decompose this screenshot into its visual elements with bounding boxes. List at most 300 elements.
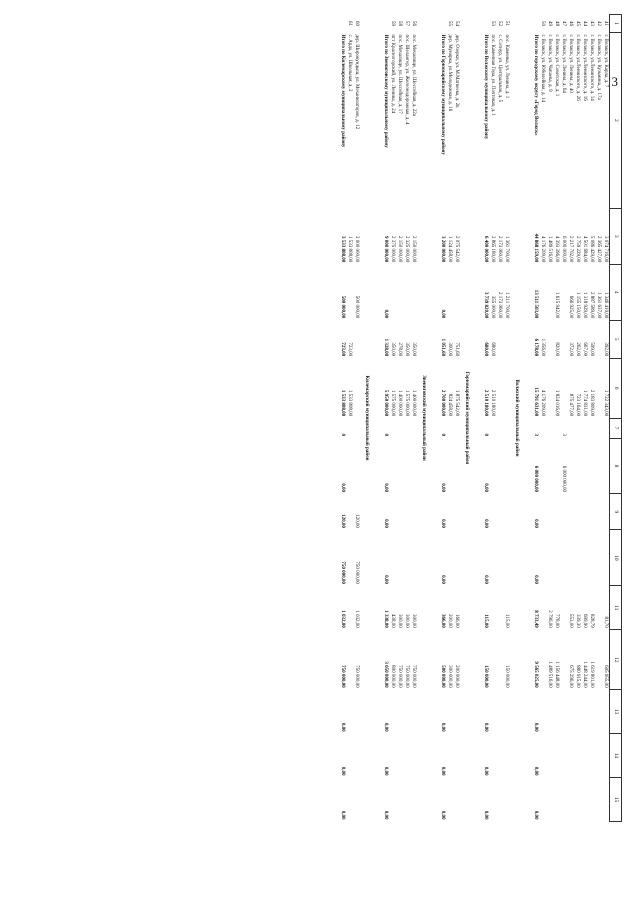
value-cell [403, 734, 410, 778]
value-cell: 1 489 516,00 [547, 236, 552, 263]
value-cell: 350,00 [404, 342, 409, 357]
table-row [396, 15, 403, 822]
table-row [403, 15, 410, 822]
value-cell [560, 264, 567, 320]
value-cell [353, 777, 360, 821]
value-cell [396, 438, 403, 494]
value-cell: 2 887 589,00 [589, 291, 594, 319]
value-cell [503, 418, 510, 438]
value-cell: 8 733,49 [533, 610, 538, 628]
value-cell: 4 176 209,00 [540, 389, 545, 417]
value-cell: 1 619 801,00 [589, 661, 594, 688]
spacer-row [474, 15, 482, 822]
value-cell [446, 264, 453, 320]
row-number-cell: 55 [447, 20, 452, 26]
spacer-row [374, 15, 382, 822]
row-number-cell: 45 [575, 20, 580, 26]
value-cell [581, 777, 588, 821]
value-cell [553, 494, 560, 530]
value-cell: 1 155 150,00 [575, 291, 580, 319]
address-cell: с. Сотнур, ул. Центральная, д. 5 [497, 34, 502, 103]
table-row [453, 15, 460, 822]
value-cell: 500 000,00 [440, 665, 445, 688]
table-row [389, 15, 396, 822]
value-cell: 667,00 [582, 342, 587, 357]
value-cell [453, 418, 460, 438]
row-number-cell: 53 [490, 20, 495, 26]
value-cell [496, 734, 503, 778]
value-cell [553, 418, 560, 438]
row-number-cell [532, 15, 539, 33]
value-cell [410, 418, 417, 438]
total-row [339, 15, 346, 822]
value-cell: 1 489 516,00 [547, 661, 552, 688]
value-cell: 2 759 229,00 [575, 236, 580, 263]
value-cell: 81,70 [603, 616, 608, 628]
value-cell [574, 690, 581, 734]
value-cell [588, 777, 595, 821]
value-cell: 1 356,00 [540, 338, 545, 357]
value-cell: 372,00 [568, 342, 573, 357]
value-cell [346, 586, 353, 630]
region-heading-row [460, 15, 474, 822]
value-cell: 6 178,00 [533, 338, 538, 357]
value-cell: 1 361 637,00 [596, 291, 601, 319]
value-cell: 2 075 542,00 [454, 236, 459, 263]
value-cell [446, 418, 453, 438]
value-cell [489, 530, 496, 586]
value-cell: 820,00 [554, 342, 559, 357]
value-cell: 0,00 [340, 722, 345, 732]
value-cell: 0,00 [383, 519, 388, 528]
value-cell: 0,00 [383, 309, 388, 319]
table-row [353, 15, 360, 822]
value-cell: 5 950 000,00 [383, 389, 388, 417]
column-header: 14 [610, 734, 622, 778]
value-cell [489, 438, 496, 494]
value-cell: 2 796,00 [547, 610, 552, 628]
value-cell: 699,90 [582, 614, 587, 628]
address-cell: Итого по Волжскому муниципальному району [483, 34, 488, 140]
row-number-cell: 57 [404, 20, 409, 26]
value-cell: 15 791 631,00 [533, 387, 538, 417]
value-cell [588, 734, 595, 778]
page-number: 3 [611, 74, 618, 89]
address-cell: пос. Каменная Гора, ул. Почтовая, д. 1 [490, 34, 495, 116]
region-heading: Звениговский муниципальный район [421, 375, 426, 461]
value-cell: 355 000,00 [490, 295, 495, 319]
value-cell [489, 734, 496, 778]
row-number-cell: 59 [390, 20, 395, 26]
value-cell [581, 418, 588, 438]
value-cell [595, 418, 602, 438]
value-cell: 300,00 [404, 614, 409, 628]
value-cell: 553,00 [568, 614, 573, 628]
table-row [446, 15, 453, 822]
value-cell [389, 264, 396, 320]
value-cell [595, 494, 602, 530]
total-row [382, 15, 389, 822]
value-cell [595, 690, 602, 734]
value-cell: 200 000,00 [454, 665, 459, 688]
value-cell: 0,00 [533, 519, 538, 528]
value-cell: 605 955,00 [603, 665, 608, 688]
value-cell [546, 530, 553, 586]
row-number-cell [482, 15, 489, 33]
value-cell: 2 217 702,00 [568, 236, 573, 263]
value-cell [396, 734, 403, 778]
value-cell [446, 690, 453, 734]
value-cell: 680,00 [490, 342, 495, 357]
value-cell: 6 000 000,00 [561, 236, 566, 263]
value-cell [574, 494, 581, 530]
value-cell: 1 575 000,00 [404, 389, 409, 417]
address-cell: с. Арда, ул. Школьная, д. 2 [347, 34, 352, 92]
address-cell: дер. Озерки, ул. М.Матвеева, д. 2в [454, 34, 459, 108]
value-cell: 0 [440, 433, 445, 437]
value-cell [546, 777, 553, 821]
value-cell [539, 418, 546, 438]
value-cell [453, 530, 460, 586]
value-cell [496, 320, 503, 358]
value-cell: 750 000,00 [340, 665, 345, 688]
value-cell: 750 000,00 [411, 665, 416, 688]
value-cell: 200,00 [447, 614, 452, 628]
value-cell [496, 630, 503, 690]
value-cell: 4 176 209,00 [540, 236, 545, 263]
value-cell [567, 418, 574, 438]
row-number-cell: 46 [568, 20, 573, 26]
value-cell [539, 734, 546, 778]
value-cell [539, 630, 546, 690]
row-number-cell: 42 [596, 20, 601, 26]
value-cell: 1 338,00 [383, 610, 388, 628]
value-cell: 44 868 159,00 [533, 233, 538, 263]
region-heading-row [510, 15, 524, 822]
address-cell: пос. Мочалище, ул. Шоссейная, д. 22а [411, 34, 416, 116]
value-cell [560, 586, 567, 630]
address-cell: г. Волжск, ул. Юбилейная, д. 14 [540, 34, 545, 102]
value-cell: 750 000,00 [397, 665, 402, 688]
value-cell [403, 438, 410, 494]
value-cell: 300,00 [397, 614, 402, 628]
value-cell: 262,00 [575, 342, 580, 357]
address-cell: пгт Красногорский, ул. Ленина, д. 24 [390, 34, 395, 114]
value-cell: 1 032,00 [354, 610, 359, 628]
address-cell: Итого по Горномарийскому муниципальному району [440, 34, 445, 155]
table-row [546, 15, 553, 822]
value-cell [581, 494, 588, 530]
value-cell [496, 777, 503, 821]
column-header: 5 [610, 320, 622, 358]
value-cell: 0,00 [383, 766, 388, 776]
value-cell [602, 734, 610, 778]
row-number-cell: 44 [582, 20, 587, 26]
value-cell [539, 690, 546, 734]
total-row [532, 15, 539, 822]
column-header: 12 [610, 630, 622, 690]
value-cell [346, 264, 353, 320]
value-cell: 339,30 [575, 614, 580, 628]
row-number-cell: 52 [497, 20, 502, 26]
value-cell [539, 494, 546, 530]
value-cell [546, 438, 553, 494]
value-cell [574, 530, 581, 586]
value-cell: 723 164,00 [575, 393, 580, 417]
value-cell [453, 438, 460, 494]
value-cell [539, 530, 546, 586]
value-cell: 0,00 [483, 722, 488, 732]
value-cell: 1 575 000,00 [390, 389, 395, 417]
value-cell [539, 586, 546, 630]
value-cell [503, 530, 510, 586]
table-row [602, 15, 610, 822]
value-cell: 300,00 [447, 342, 452, 357]
value-cell [595, 320, 602, 358]
value-cell [503, 438, 510, 494]
value-cell [353, 690, 360, 734]
value-cell [560, 690, 567, 734]
value-cell: 4 501 684,00 [582, 236, 587, 263]
address-cell: Итого по Звениговскому муниципальному району [383, 34, 388, 148]
value-cell [489, 494, 496, 530]
value-cell [396, 530, 403, 586]
value-cell [446, 530, 453, 586]
value-cell [602, 438, 610, 494]
value-cell [353, 418, 360, 438]
value-cell [539, 264, 546, 320]
column-header: 7 [610, 418, 622, 438]
value-cell: 0,00 [383, 722, 388, 732]
value-cell: 1 824 016,00 [554, 389, 559, 417]
value-cell [581, 438, 588, 494]
value-cell [581, 690, 588, 734]
value-cell: 2 150 000,00 [411, 236, 416, 263]
address-cell: г. Волжск, ул. Чапаева, д. 9 [547, 34, 552, 92]
table-row [595, 15, 602, 822]
value-cell [346, 438, 353, 494]
value-cell [567, 530, 574, 586]
value-cell: 0,00 [533, 810, 538, 820]
value-cell: 0,00 [383, 575, 388, 584]
address-cell: г. Волжск, ул. Карла, д. 7 [603, 34, 608, 88]
value-cell [353, 320, 360, 358]
value-cell [595, 630, 602, 690]
value-cell [553, 777, 560, 821]
value-cell [560, 320, 567, 358]
value-cell: 1 722 343,00 [603, 389, 608, 417]
value-cell [403, 264, 410, 320]
value-cell [410, 690, 417, 734]
value-cell [410, 494, 417, 530]
value-cell: 723,00 [340, 342, 345, 357]
value-cell [503, 320, 510, 358]
value-cell: 666 925,00 [568, 295, 573, 319]
table-container [22, 14, 622, 822]
value-cell: 880 915,00 [575, 665, 580, 688]
total-row [482, 15, 489, 822]
value-cell: 0,00 [483, 519, 488, 528]
value-cell [410, 777, 417, 821]
value-cell [574, 734, 581, 778]
value-cell [453, 264, 460, 320]
value-cell: 3 074 716,00 [603, 236, 608, 263]
value-cell: 675 296,00 [568, 665, 573, 688]
table-row [489, 15, 496, 822]
value-cell: 1 400 000,00 [411, 389, 416, 417]
value-cell [560, 734, 567, 778]
value-cell [389, 438, 396, 494]
value-cell: 0,00 [533, 766, 538, 776]
value-cell [560, 494, 567, 530]
value-cell: 1 318 929,00 [582, 291, 587, 319]
value-cell [588, 418, 595, 438]
value-cell [581, 734, 588, 778]
row-number-cell: 56 [411, 20, 416, 26]
value-cell: 723,00 [347, 342, 352, 357]
value-cell [403, 418, 410, 438]
value-cell: 1 533 808,00 [347, 389, 352, 417]
value-cell [389, 734, 396, 778]
value-cell: 1 156 448,00 [554, 661, 559, 688]
value-cell: 300,00 [411, 614, 416, 628]
spacer-row [431, 15, 439, 822]
value-cell: 2 510 180,00 [483, 389, 488, 417]
value-cell [489, 418, 496, 438]
value-cell [489, 586, 496, 630]
value-cell [496, 586, 503, 630]
value-cell [503, 777, 510, 821]
value-cell: 6 000 000,00 [533, 465, 538, 492]
value-cell: 13 511 503,00 [533, 289, 538, 319]
value-cell: 1 533 808,00 [347, 236, 352, 263]
value-cell: 0,00 [440, 766, 445, 776]
value-cell: 350,00 [390, 342, 395, 357]
region-heading: Килемарский муниципальный район [364, 375, 369, 461]
value-cell: 1 400 000,00 [397, 389, 402, 417]
value-cell [567, 777, 574, 821]
value-cell [567, 494, 574, 530]
value-cell: 2 150 000,00 [397, 236, 402, 263]
table-row [567, 15, 574, 822]
value-cell: 0 [483, 433, 488, 437]
value-cell: 750 000,00 [354, 561, 359, 584]
value-cell [353, 734, 360, 778]
row-number-cell [439, 15, 446, 33]
value-cell [553, 734, 560, 778]
value-cell [560, 530, 567, 586]
value-cell: 2 375 000,00 [390, 236, 395, 263]
value-cell [410, 264, 417, 320]
value-cell [389, 494, 396, 530]
value-cell: 500 000,00 [340, 295, 345, 319]
value-cell: 2 510 180,00 [490, 389, 495, 417]
value-cell [553, 690, 560, 734]
value-cell: 500 000,00 [354, 295, 359, 319]
row-number-cell: 43 [589, 20, 594, 26]
value-cell [588, 530, 595, 586]
value-cell [560, 630, 567, 690]
value-cell: 1 448 244,00 [582, 661, 587, 688]
row-number-cell: 60 [354, 20, 359, 26]
value-cell: 150 000,00 [483, 665, 488, 688]
header-row [610, 15, 622, 822]
value-cell: 778,00 [554, 614, 559, 628]
value-cell: 3 [533, 433, 538, 437]
value-cell [389, 530, 396, 586]
value-cell [346, 494, 353, 530]
value-cell [410, 438, 417, 494]
value-cell [489, 777, 496, 821]
value-cell [546, 734, 553, 778]
value-cell: 0,00 [440, 309, 445, 319]
value-cell [496, 530, 503, 586]
address-cell: г. Волжск, ул. Советская, д. 1 [554, 34, 559, 97]
value-cell [546, 320, 553, 358]
address-cell: г. Волжск, ул.Ленинского, д. 14 [589, 34, 594, 101]
table-row [560, 15, 567, 822]
region-heading-row [360, 15, 374, 822]
value-cell [410, 530, 417, 586]
value-cell: 828,79 [589, 614, 594, 628]
value-cell [503, 358, 510, 418]
value-cell [602, 418, 610, 438]
value-cell [602, 690, 610, 734]
value-cell [446, 438, 453, 494]
value-cell [396, 777, 403, 821]
row-number-cell: 61 [347, 20, 352, 26]
value-cell: 3 533 808,00 [340, 236, 345, 263]
value-cell [389, 777, 396, 821]
address-cell: г. Волжск, ул. Ленина, д. 40 [568, 34, 573, 93]
value-cell: 278,00 [397, 342, 402, 357]
value-cell: 1 032,00 [340, 610, 345, 628]
value-cell: 875 477,00 [568, 393, 573, 417]
value-cell: 3 050 000,00 [383, 661, 388, 688]
region-heading: Волжский муниципальный район [514, 379, 519, 457]
value-cell: 0,00 [340, 483, 345, 492]
value-cell: 0,00 [440, 722, 445, 732]
value-cell: 1 328,00 [383, 338, 388, 357]
spacer-row [524, 15, 532, 822]
value-cell: 0,00 [340, 810, 345, 820]
value-cell: 751,60 [454, 342, 459, 357]
value-cell [602, 530, 610, 586]
value-cell: 3 739 820,00 [483, 291, 488, 319]
value-cell [503, 734, 510, 778]
table-row [588, 15, 595, 822]
value-cell: 438,00 [390, 614, 395, 628]
value-cell: 1 124 458,00 [447, 236, 452, 263]
value-cell: 0 [340, 433, 345, 437]
column-header: 8 [610, 438, 622, 494]
value-cell [403, 530, 410, 586]
row-number-cell: 47 [561, 20, 566, 26]
row-number-cell [339, 15, 346, 33]
value-cell: 750 000,00 [404, 665, 409, 688]
value-cell [574, 438, 581, 494]
value-cell [595, 438, 602, 494]
value-cell: 0,00 [383, 810, 388, 820]
value-cell: 1 051,60 [440, 338, 445, 357]
value-cell: 824 458,00 [447, 393, 452, 417]
column-header: 1 [610, 15, 622, 33]
value-cell: 1 875 542,00 [454, 389, 459, 417]
table-row [574, 15, 581, 822]
value-cell [560, 358, 567, 418]
value-cell [539, 438, 546, 494]
value-cell: 2 173 060,00 [497, 291, 502, 319]
